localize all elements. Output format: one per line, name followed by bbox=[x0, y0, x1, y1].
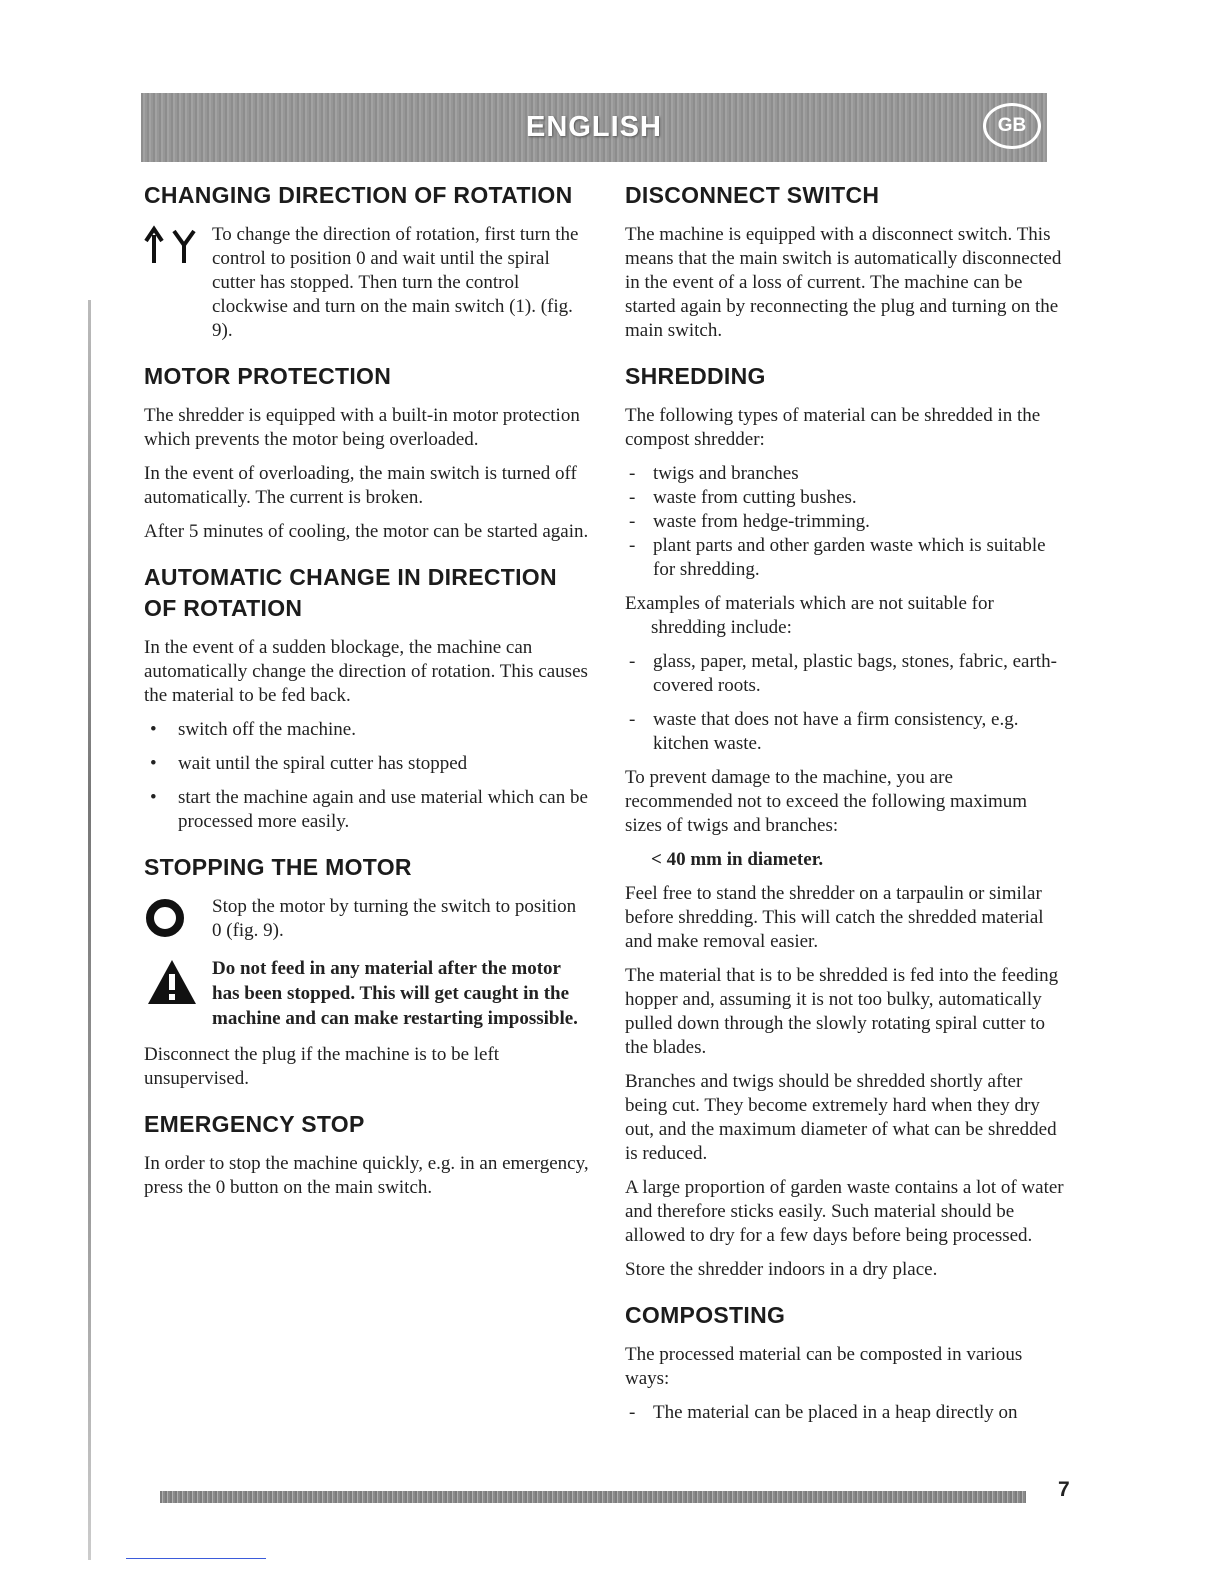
paragraph: Feel free to stand the shredder on a tarpaulin or similar before shredding. This will catch the shredded material and make removal easier. bbox=[625, 883, 1044, 952]
paragraph: Examples of materials which are not suitable for shredding include: bbox=[625, 593, 994, 638]
section-emergency-stop bbox=[144, 1109, 589, 1200]
country-badge: GB bbox=[983, 103, 1041, 149]
language-header-band bbox=[141, 93, 1047, 162]
list-item: - waste from cutting bushes. bbox=[625, 486, 1065, 510]
list-item: • start the machine again and use material which can be processed more easily. bbox=[144, 786, 589, 834]
paragraph: After 5 minutes of cooling, the motor can be started again. bbox=[144, 521, 589, 542]
paragraph: In the event of a sudden blockage, the machine can automatically change the direction of rotation. This causes the material to be fed back. bbox=[144, 637, 588, 706]
max-diameter-note: < 40 mm in diameter. bbox=[651, 849, 824, 870]
section-title: COMPOSTING bbox=[625, 1302, 786, 1328]
list-item: - twigs and branches bbox=[625, 462, 1065, 486]
warning-text: Do not feed in any material after the motor has been stopped. This will get caught in the machine and can make restarting impossible. bbox=[212, 958, 578, 1029]
section-title: SHREDDING bbox=[625, 363, 766, 389]
section-title: DISCONNECT SWITCH bbox=[625, 182, 880, 208]
paragraph: To prevent damage to the machine, you are recommended not to exceed the following maximum sizes of twigs and branches: bbox=[625, 767, 1028, 836]
list-item: - glass, paper, metal, plastic bags, stones, fabric, earth-covered roots. bbox=[625, 650, 1065, 698]
paragraph: In the event of overloading, the main switch is turned off automatically. The current is broken. bbox=[144, 463, 577, 508]
section-title: MOTOR PROTECTION bbox=[144, 363, 392, 389]
bullet-list bbox=[144, 718, 589, 834]
paragraph: Disconnect the plug if the machine is to be left unsupervised. bbox=[144, 1044, 500, 1089]
section-shredding bbox=[625, 361, 1065, 1282]
paragraph: Branches and twigs should be shredded shortly after being cut. They become extremely hard when they dry out, and the maximum diameter of what can be shredded is reduced. bbox=[625, 1071, 1057, 1164]
paragraph: The shredder is equipped with a built-in motor protection which prevents the motor being overloaded. bbox=[144, 405, 580, 450]
stop-zero-icon bbox=[144, 895, 212, 946]
paragraph: The machine is equipped with a disconnect switch. This means that the main switch is automatically disconnected in the event of a loss of current. The machine can be started again by reconnecting the plug and turning on the main switch. bbox=[625, 224, 1062, 341]
suitable-materials-list bbox=[625, 462, 1065, 582]
section-motor-protection bbox=[144, 361, 589, 544]
list-item: - waste from hedge-trimming. bbox=[625, 510, 1065, 534]
list-item: - waste that does not have a firm consistency, e.g. kitchen waste. bbox=[625, 708, 1065, 756]
page-edge-line bbox=[88, 300, 91, 1560]
paragraph: A large proportion of garden waste contains a lot of water and therefore sticks easily. Such material should be allowed to dry for a few days before being processed. bbox=[625, 1177, 1064, 1246]
paragraph: The following types of material can be shredded in the compost shredder: bbox=[625, 405, 1041, 450]
paragraph: The material that is to be shredded is fed into the feeding hopper and, assuming it is not too bulky, automatically pulled down through the slowly rotating spiral cutter to the blades. bbox=[625, 965, 1059, 1058]
paragraph: The processed material can be composted in various ways: bbox=[625, 1344, 1023, 1389]
right-column bbox=[625, 180, 1065, 1443]
list-item: • wait until the spiral cutter has stopped bbox=[144, 752, 589, 776]
composting-list bbox=[625, 1401, 1065, 1425]
section-text: To change the direction of rotation, first turn the control to position 0 and wait until the spiral cutter has stopped. Then turn the control clockwise and turn on the main switch (1). (fig. 9). bbox=[212, 224, 579, 341]
header-title: ENGLISH bbox=[526, 111, 662, 143]
left-column bbox=[144, 180, 589, 1218]
paragraph: Store the shredder indoors in a dry place. bbox=[625, 1259, 938, 1280]
direction-arrows-icon bbox=[144, 223, 212, 268]
footer-band bbox=[160, 1491, 1026, 1503]
section-changing-direction bbox=[144, 180, 589, 343]
bottom-rule bbox=[126, 1558, 266, 1559]
section-disconnect-switch bbox=[625, 180, 1065, 343]
unsuitable-materials-list bbox=[625, 650, 1065, 756]
section-composting bbox=[625, 1300, 1065, 1425]
section-title: CHANGING DIRECTION OF ROTATION bbox=[144, 182, 573, 208]
page-number: 7 bbox=[1058, 1478, 1070, 1501]
warning-triangle-icon bbox=[144, 956, 212, 1013]
section-stopping-motor bbox=[144, 852, 589, 1091]
section-title: EMERGENCY STOP bbox=[144, 1111, 365, 1137]
list-item: - The material can be placed in a heap directly on bbox=[625, 1401, 1065, 1425]
section-title: AUTOMATIC CHANGE IN DIRECTION OF ROTATION bbox=[144, 564, 557, 621]
list-item: - plant parts and other garden waste which is suitable for shredding. bbox=[625, 534, 1065, 582]
section-automatic-change bbox=[144, 562, 589, 834]
list-item: • switch off the machine. bbox=[144, 718, 589, 742]
section-title: STOPPING THE MOTOR bbox=[144, 854, 412, 880]
paragraph: In order to stop the machine quickly, e.g. in an emergency, press the 0 button on the main switch. bbox=[144, 1153, 589, 1198]
section-text: Stop the motor by turning the switch to position 0 (fig. 9). bbox=[212, 896, 577, 941]
